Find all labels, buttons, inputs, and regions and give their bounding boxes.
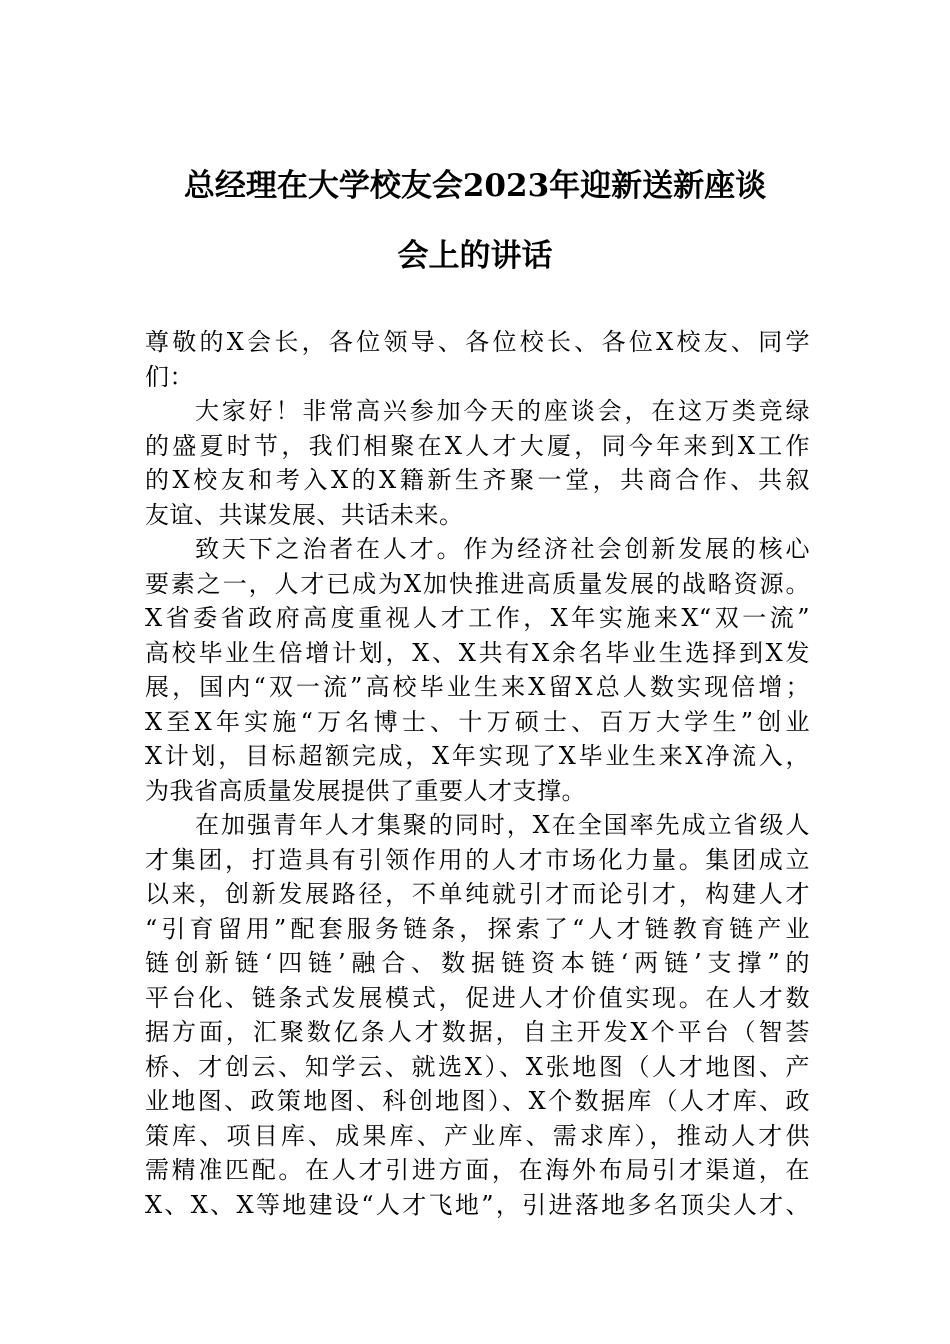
text-line: 要素之一，人才已成为X加快推进高质量发展的战略资源。 <box>145 569 810 598</box>
text-line: 们： <box>145 362 194 391</box>
text-line: 需精准匹配。在人才引进方面，在海外布局引才渠道，在 <box>145 1156 810 1184</box>
text-line: “引育留用”配套服务链条，探索了“人才链教育链产业 <box>145 914 810 943</box>
text-line: 以来，创新发展路径，不单纯就引才而论引才，构建人才 <box>145 880 810 908</box>
text-line: 高校毕业生倍增计划，X、X共有X余名毕业生选择到X发 <box>145 638 810 667</box>
document-body <box>145 325 810 1222</box>
text-line: 展，国内“双一流”高校毕业生来X留X总人数实现倍增； <box>145 673 810 701</box>
text-line: X计划，目标超额完成，X年实现了X毕业生来X净流入， <box>145 742 810 770</box>
text-line: 的X校友和考入X的X籍新生齐聚一堂，共商合作、共叙 <box>145 466 810 494</box>
text-line: 的盛夏时节，我们相聚在X人才大厦，同今年来到X工作 <box>145 431 810 460</box>
text-line: X、X、X等地建设“人才飞地”，引进落地多名顶尖人才、 <box>145 1190 810 1219</box>
text-line: 为我省高质量发展提供了重要人才支撑。 <box>145 776 586 805</box>
text-line: 据方面，汇聚数亿条人才数据，自主开发X个平台（智荟 <box>145 1018 810 1046</box>
text-line: X至X年实施“万名博士、十万硕士、百万大学生”创业 <box>145 707 810 736</box>
paragraph-talent-group <box>145 808 810 1222</box>
text-line: 桥、才创云、知学云、就选X）、X张地图（人才地图、产 <box>145 1052 810 1081</box>
salutation-paragraph <box>145 325 810 394</box>
text-line: 大家好！非常高兴参加今天的座谈会，在这万类竞绿 <box>195 397 810 425</box>
text-line: 才集团，打造具有引领作用的人才市场化力量。集团成立 <box>145 845 810 874</box>
text-line: 策库、项目库、成果库、产业库、需求库），推动人才供 <box>145 1121 810 1150</box>
text-line: 平台化、链条式发展模式，促进人才价值实现。在人才数 <box>145 983 810 1012</box>
text-line: X省委省政府高度重视人才工作，X年实施来X“双一流” <box>145 604 810 632</box>
document-title-line-1: 总经理在大学校友会2023年迎新送新座谈 <box>183 168 767 204</box>
text-line: 尊敬的X会长，各位领导、各位校长、各位X校友、同学 <box>145 328 810 356</box>
text-line: 致天下之治者在人才。作为经济社会创新发展的核心 <box>195 535 810 563</box>
text-line: 在加强青年人才集聚的同时，X在全国率先成立省级人 <box>195 811 810 839</box>
text-line: 友谊、共谋发展、共话未来。 <box>145 500 464 529</box>
paragraph-talent-strategy <box>145 532 810 808</box>
text-line: 业地图、政策地图、科创地图）、X个数据库（人才库、政 <box>145 1087 810 1115</box>
paragraph-greeting <box>145 394 810 532</box>
text-line: 链创新链‘四链’融合、数据链资本链‘两链’支撑”的 <box>145 949 810 977</box>
document-title-line-2: 会上的讲话 <box>397 238 553 274</box>
